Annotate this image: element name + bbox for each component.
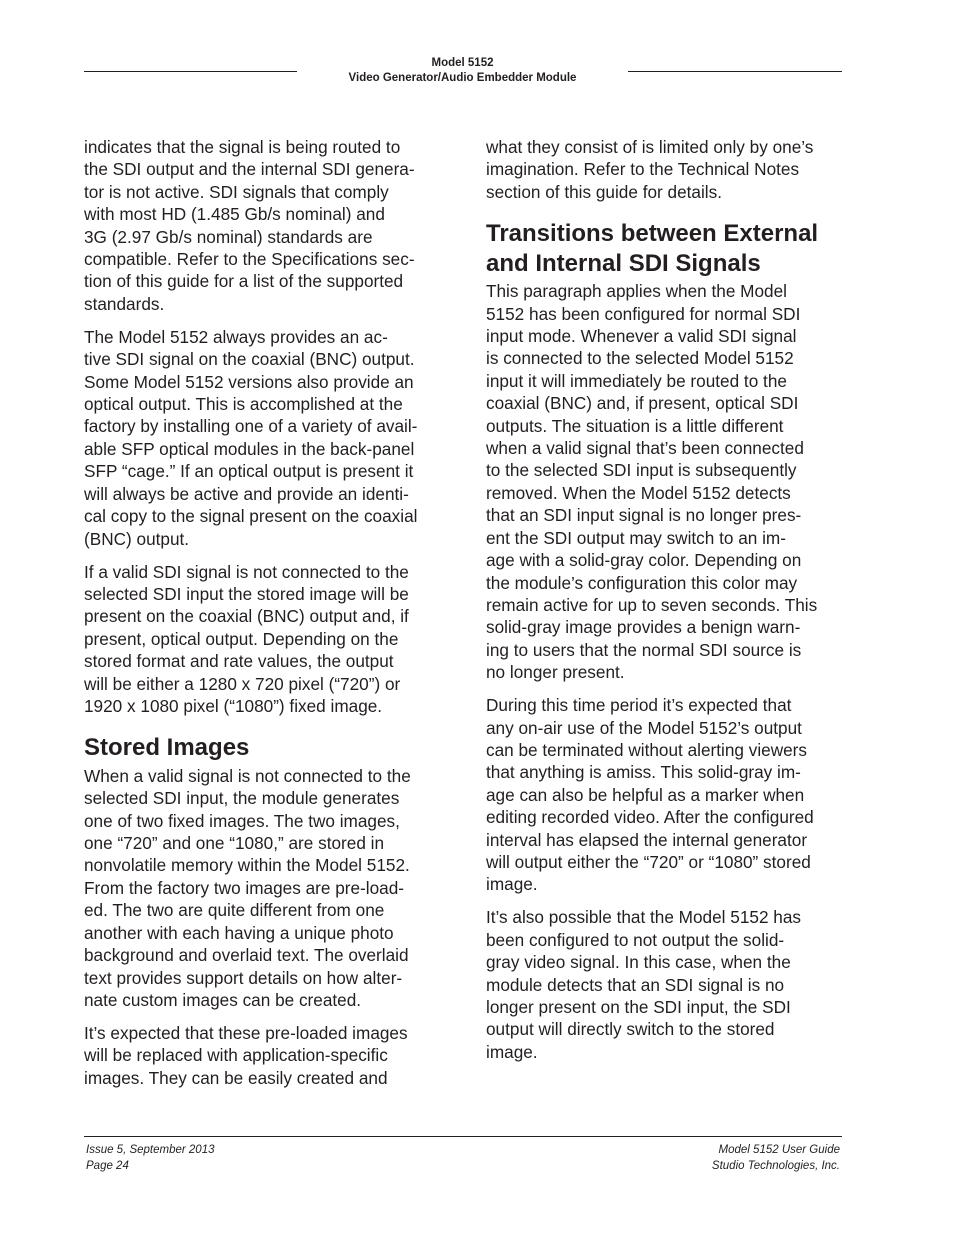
paragraph: When a valid signal is not connected to the selected SDI input, the module generates one of two fixed images. The two images, one “720” and one “1080,” are stored in nonvolatile memory within the Model 5152. From the factory two images are pre-load- ed. The two are quite different from one another with each having a unique photo background and overlaid text. The overlaid text provides support details on how alter- nate custom images can be created.: [84, 765, 411, 1010]
left-column: [84, 136, 450, 1100]
paragraph: This paragraph applies when the Model 5152 has been configured for normal SDI input mode. Whenever a valid SDI signal is connected to the selected Model 5152 input it will immediately be routed to the coaxial (BNC) and, if present, optical SDI outputs. The situation is a little different when a valid signal that’s been connected to the selected SDI input is subsequently removed. When the Model 5152 detects that an SDI input signal is no longer pres- ent the SDI output may switch to an im- age with a solid-gray color. Depending on the module’s configuration this color may remain active for up to seven seconds. This solid-gray image provides a benign warn- ing to users that the normal SDI source is no longer present.: [486, 281, 818, 683]
footer-left: [86, 1143, 215, 1174]
header-model: Model 5152: [431, 57, 494, 69]
header-rule-left: [84, 71, 297, 72]
footer-rule: [84, 1136, 842, 1137]
paragraph: The Model 5152 always provides an ac- tive SDI signal on the coaxial (BNC) output. Some Model 5152 versions also provide an optical output. This is accomplished at the factory by installing one of a variety of avail- able SFP optical modules in the back-panel SFP “cage.” If an optical output is present it will always be active and provide an identi- cal copy to the signal present on the coaxial (BNC) output.: [84, 326, 418, 549]
footer-issue: Issue 5, September 2013: [86, 1144, 215, 1156]
paragraph: If a valid SDI signal is not connected to the selected SDI input the stored image will be present on the coaxial (BNC) output and, if present, optical output. Depending on the stored format and rate values, the output will be either a 1280 x 720 pixel (“720”) or 1920 x 1080 pixel (“1080”) fixed image.: [84, 561, 409, 716]
paragraph: During this time period it’s expected that any on-air use of the Model 5152’s output can be terminated without alerting viewers that anything is amiss. This solid-gray im- age can also be helpful as a marker when editing recorded video. After the configured interval has elapsed the internal generator will output either the “720” or “1080” stored image.: [486, 695, 814, 895]
running-header: [290, 56, 635, 86]
right-column: [486, 136, 852, 1074]
footer-company: Studio Technologies, Inc.: [711, 1159, 840, 1172]
section-heading-stored-images: Stored Images: [84, 734, 250, 762]
section-heading-transitions: Transitions between External and Internal SDI Signals: [486, 220, 819, 277]
paragraph: what they consist of is limited only by one’s imagination. Refer to the Technical Notes section of this guide for details.: [486, 137, 814, 202]
footer-guide-title: Model 5152 User Guide: [718, 1144, 840, 1156]
footer-page-number: Page 24: [86, 1159, 129, 1172]
paragraph: It’s also possible that the Model 5152 has been configured to not output the solid- gray video signal. In this case, when the module detects that an SDI signal is no longer present on the SDI input, the SDI output will directly switch to the stored image.: [486, 907, 801, 1062]
header-rule-right: [628, 71, 842, 72]
header-subtitle: Video Generator/Audio Embedder Module: [348, 72, 577, 84]
footer-right: [712, 1143, 840, 1174]
paragraph: indicates that the signal is being routed to the SDI output and the internal SDI genera- tor is not active. SDI signals that comply with most HD (1.485 Gb/s nominal) and 3G (2.97 Gb/s nominal) standards are compatible. Refer to the Specifications sec- tion of this guide for a list of the supported standards.: [84, 137, 415, 314]
paragraph: It’s expected that these pre-loaded images will be replaced with application-specific images. They can be easily created and: [84, 1022, 408, 1088]
